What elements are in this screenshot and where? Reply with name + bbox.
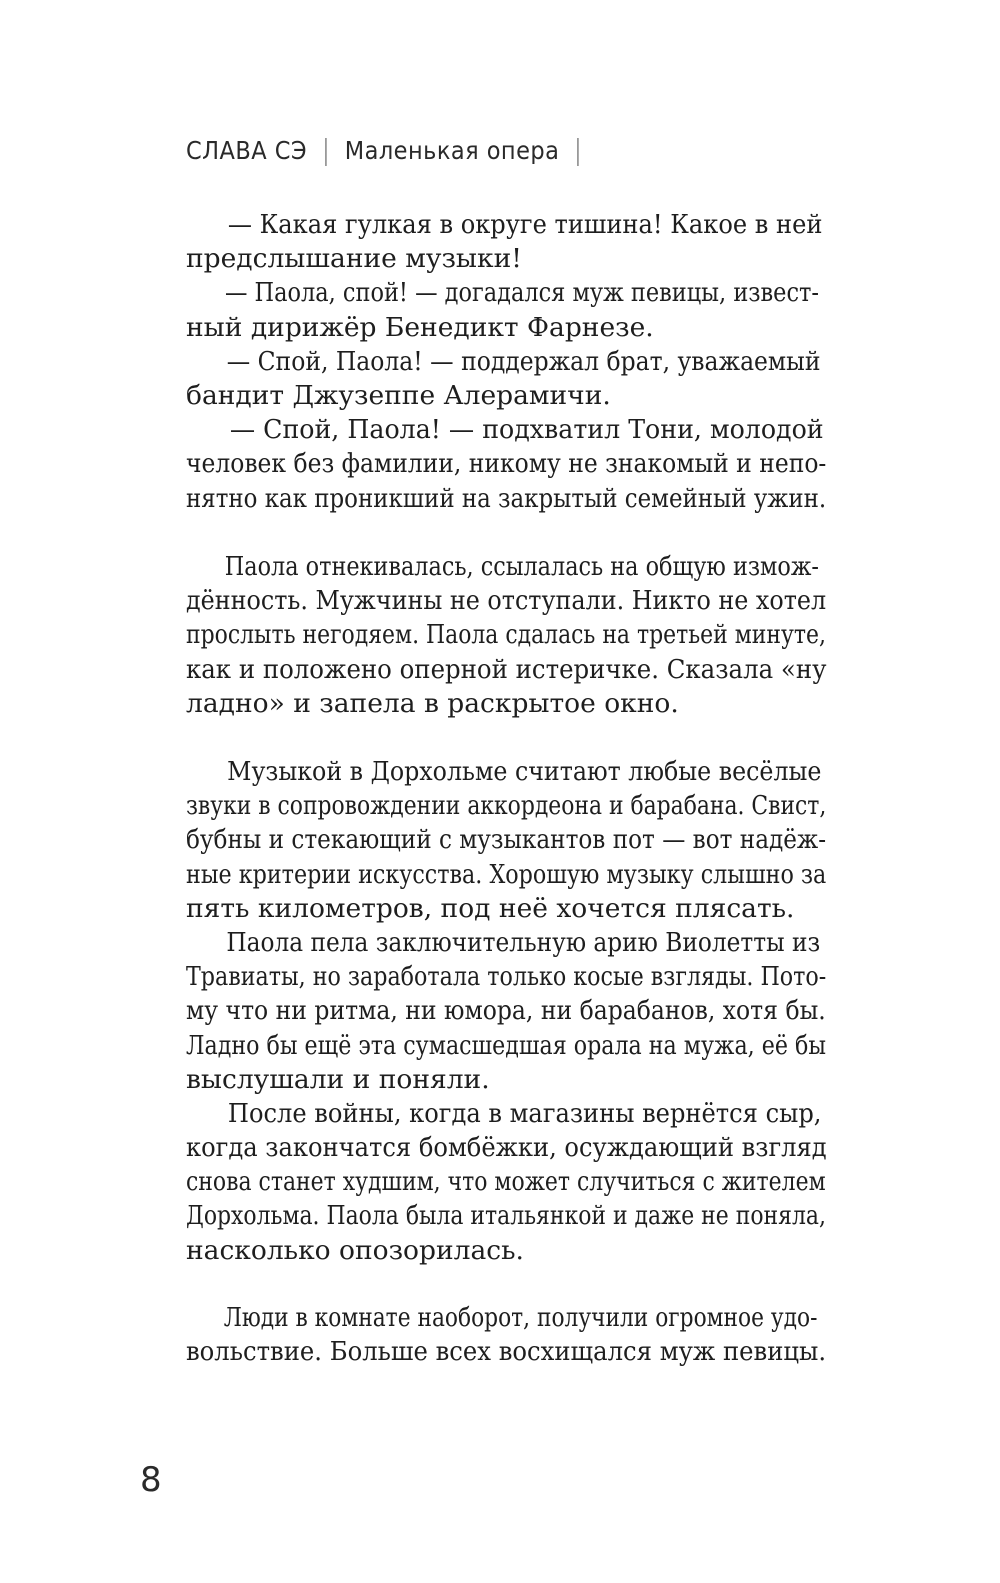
text-line: снова станет худшим, что может случиться с жителем bbox=[186, 1166, 826, 1198]
running-head-author: СЛАВА СЭ bbox=[186, 136, 308, 165]
text-line: Ладно бы ещё эта сумасшедшая орала на мужа, её бы bbox=[186, 1029, 826, 1061]
text-line: ный дирижёр Бенедикт Фарнезе. bbox=[186, 311, 654, 343]
text-line: пять километров, под неё хочется плясать. bbox=[186, 892, 795, 924]
text-line: бандит Джузеппе Алерамичи. bbox=[186, 379, 611, 411]
text-line: ладно» и запела в раскрытое окно. bbox=[186, 687, 679, 719]
text-line: Паола отнекивалась, ссылалась на общую измож- bbox=[224, 551, 819, 582]
text-line: — Какая гулкая в округе тишина! Какое в ней bbox=[227, 209, 823, 240]
text-line: вольствие. Больше всех восхищался муж певицы. bbox=[186, 1336, 827, 1368]
text-line: — Паола, спой! — догадался муж певицы, извест- bbox=[224, 277, 820, 309]
paragraph-group-ending bbox=[186, 1301, 826, 1369]
paragraph-group-refusal bbox=[186, 550, 826, 721]
text-line: Дорхольма. Паола была итальянкой и даже не поняла, bbox=[186, 1200, 826, 1232]
text-line: — Спой, Паола! — поддержал брат, уважаемый bbox=[226, 345, 821, 377]
running-head-separator bbox=[578, 138, 579, 166]
running-head bbox=[186, 136, 589, 166]
text-line: Паола пела заключительную арию Виолетты из bbox=[226, 926, 821, 958]
text-line: выслушали и поняли. bbox=[186, 1063, 490, 1095]
text-line: насколько опозорилась. bbox=[186, 1234, 524, 1266]
text-line: как и положено оперной истеричке. Сказала «ну bbox=[186, 653, 827, 685]
text-line: ные критерии искусства. Хорошую музыку слышно за bbox=[186, 858, 827, 890]
text-line: нятно как проникший на закрытый семейный ужин. bbox=[186, 482, 827, 514]
page-number: 8 bbox=[140, 1460, 162, 1500]
text-line: предслышание музыки! bbox=[186, 243, 522, 275]
text-line: После войны, когда в магазины вернётся сыр, bbox=[227, 1097, 822, 1129]
paragraph-group-music bbox=[186, 755, 826, 1268]
running-head-title: Маленькая опера bbox=[344, 136, 560, 165]
text-line: дённость. Мужчины не отступали. Никто не хотел bbox=[186, 585, 827, 617]
text-line: когда закончатся бомбёжки, осуждающий взгляд bbox=[186, 1132, 827, 1164]
running-head-separator bbox=[325, 138, 326, 166]
text-line: прослыть негодяем. Паола сдалась на третьей минуте, bbox=[186, 619, 826, 651]
text-line: Люди в комнате наоборот, получили огромное удо- bbox=[223, 1302, 818, 1333]
text-line: — Спой, Паола! — подхватил Тони, молодой bbox=[229, 414, 824, 446]
text-line: Музыкой в Дорхольме считают любые весёлые bbox=[227, 756, 822, 787]
paragraph-group-dialogue bbox=[186, 208, 826, 516]
text-line: человек без фамилии, никому не знакомый и непо- bbox=[186, 448, 827, 480]
text-line: звуки в сопровождении аккордеона и барабана. Свист, bbox=[186, 790, 827, 822]
text-line: Травиаты, но заработала только косые взгляды. Пото- bbox=[186, 961, 827, 993]
text-line: му что ни ритма, ни юмора, ни барабанов, хотя бы. bbox=[186, 995, 826, 1027]
text-line: бубны и стекающий с музыкантов пот — вот надёж- bbox=[186, 824, 827, 856]
